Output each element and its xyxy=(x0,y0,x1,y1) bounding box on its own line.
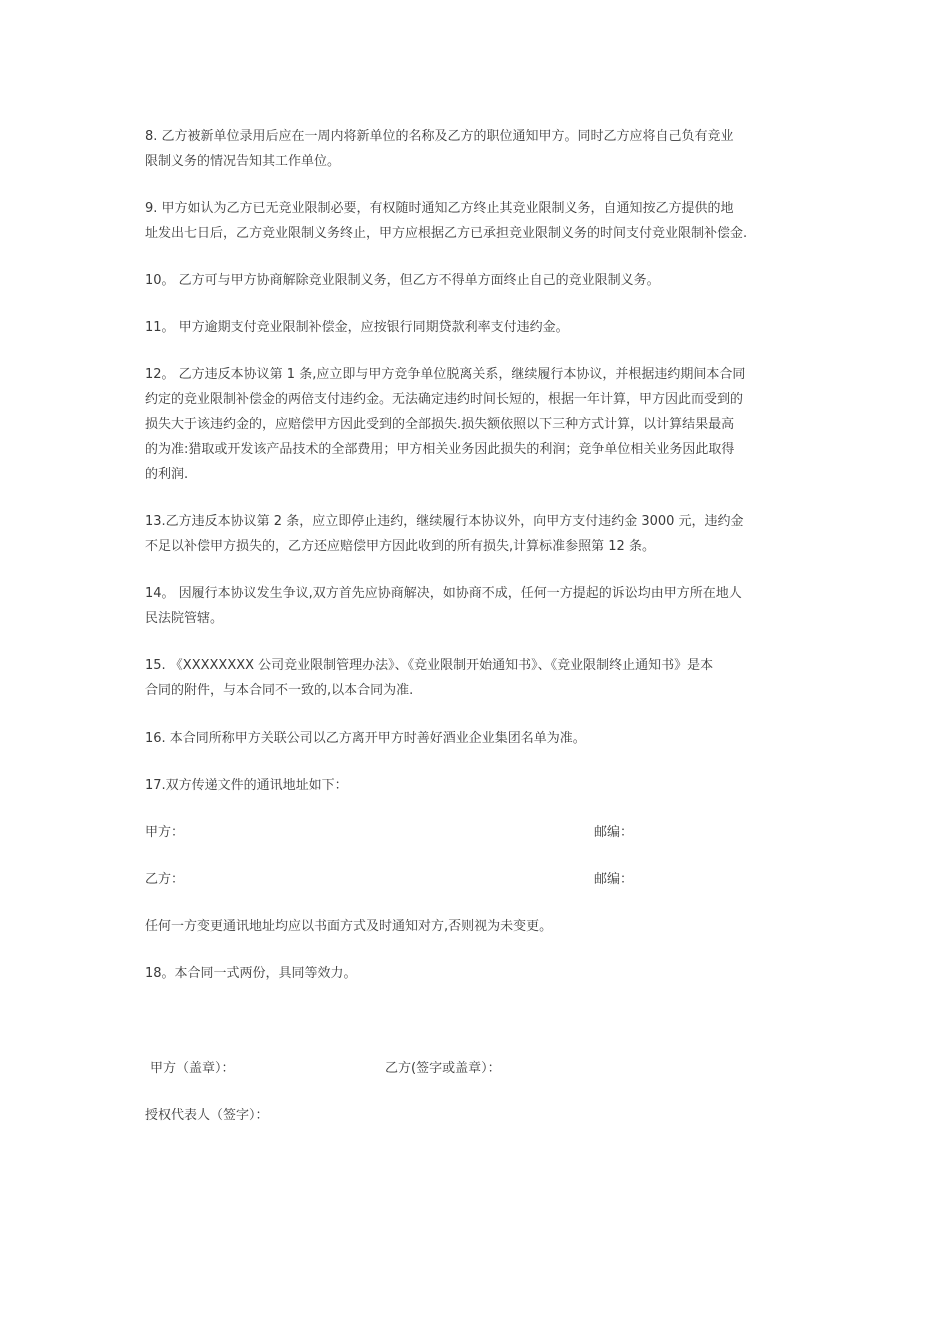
clause-line: 不足以补偿甲方损失的，乙方还应赔偿甲方因此收到的所有损失,计算标准参照第 12 条。 xyxy=(145,539,655,554)
clause-10 xyxy=(145,268,810,293)
clause-line: 约定的竞业限制补偿金的两倍支付违约金。无法确定违约时间长短的，根据一年计算，甲方因此而受到的 xyxy=(145,392,744,407)
clause-11 xyxy=(145,315,810,340)
clause-line: 合同的附件，与本合同不一致的,以本合同为准. xyxy=(145,683,414,698)
clause-line: 14。 因履行本协议发生争议,双方首先应协商解决，如协商不成，任何一方提起的诉讼均由甲方所在地人 xyxy=(145,586,742,601)
party-b-address-label: 乙方： xyxy=(145,872,185,887)
clause-line: 17.双方传递文件的通讯地址如下： xyxy=(145,778,348,793)
clause-line: 址发出七日后，乙方竞业限制义务终止，甲方应根据乙方已承担竞业限制义务的时间支付竞业限制补偿金. xyxy=(145,226,748,241)
party-b-sign-label: 乙方(签字或盖章）： xyxy=(385,1061,501,1076)
clause-15 xyxy=(145,653,810,703)
clause-line: 民法院管辖。 xyxy=(145,611,224,626)
clause-9 xyxy=(145,196,810,246)
authorized-rep-label: 授权代表人（签字）： xyxy=(145,1108,269,1123)
clause-line: 的利润. xyxy=(145,467,189,482)
clause-line: 任何一方变更通讯地址均应以书面方式及时通知对方,否则视为未变更。 xyxy=(145,919,553,934)
clause-line: 8. 乙方被新单位录用后应在一周内将新单位的名称及乙方的职位通知甲方。同时乙方应将自己负有竞业 xyxy=(145,129,734,144)
address-change-notice xyxy=(145,914,810,939)
clause-17 xyxy=(145,773,810,798)
clause-line: 限制义务的情况告知其工作单位。 xyxy=(145,154,341,169)
clause-line: 11。 甲方逾期支付竞业限制补偿金，应按银行同期贷款利率支付违约金。 xyxy=(145,320,569,335)
clause-line: 的为准:猎取或开发该产品技术的全部费用；甲方相关业务因此损失的利润；竞争单位相关业务因此取得 xyxy=(145,442,735,457)
clause-line: 9. 甲方如认为乙方已无竞业限制必要，有权随时通知乙方终止其竞业限制义务，自通知按乙方提供的地 xyxy=(145,201,734,216)
clause-line: 10。 乙方可与甲方协商解除竞业限制义务，但乙方不得单方面终止自己的竞业限制义务。 xyxy=(145,273,660,288)
clause-line: 16. 本合同所称甲方关联公司以乙方离开甲方时善好酒业企业集团名单为准。 xyxy=(145,731,586,746)
clause-line: 15. 《XXXXXXXX 公司竞业限制管理办法》、《竞业限制开始通知书》、《竞业限制终止通知书》是本 xyxy=(145,658,714,673)
clause-8 xyxy=(145,124,810,174)
clause-line: 13.乙方违反本协议第 2 条，应立即停止违约，继续履行本协议外，向甲方支付违约金 3000 元，违约金 xyxy=(145,514,744,529)
clause-16 xyxy=(145,726,810,751)
clause-line: 12。 乙方违反本协议第 1 条,应立即与甲方竞争单位脱离关系，继续履行本协议，并根据违约期间本合同 xyxy=(145,367,746,382)
party-a-seal-label: 甲方（盖章）： xyxy=(150,1061,235,1076)
clause-12 xyxy=(145,362,810,487)
party-a-zip-label: 邮编： xyxy=(594,825,634,840)
clause-line: 18。本合同一式两份，具同等效力。 xyxy=(145,966,357,981)
clause-line: 损失大于该违约金的，应赔偿甲方因此受到的全部损失.损失额依照以下三种方式计算，以计算结果最高 xyxy=(145,417,735,432)
clause-18 xyxy=(145,961,810,986)
party-a-address-label: 甲方： xyxy=(145,825,185,840)
party-b-zip-label: 邮编： xyxy=(594,872,634,887)
clause-13 xyxy=(145,509,810,559)
clause-14 xyxy=(145,581,810,631)
